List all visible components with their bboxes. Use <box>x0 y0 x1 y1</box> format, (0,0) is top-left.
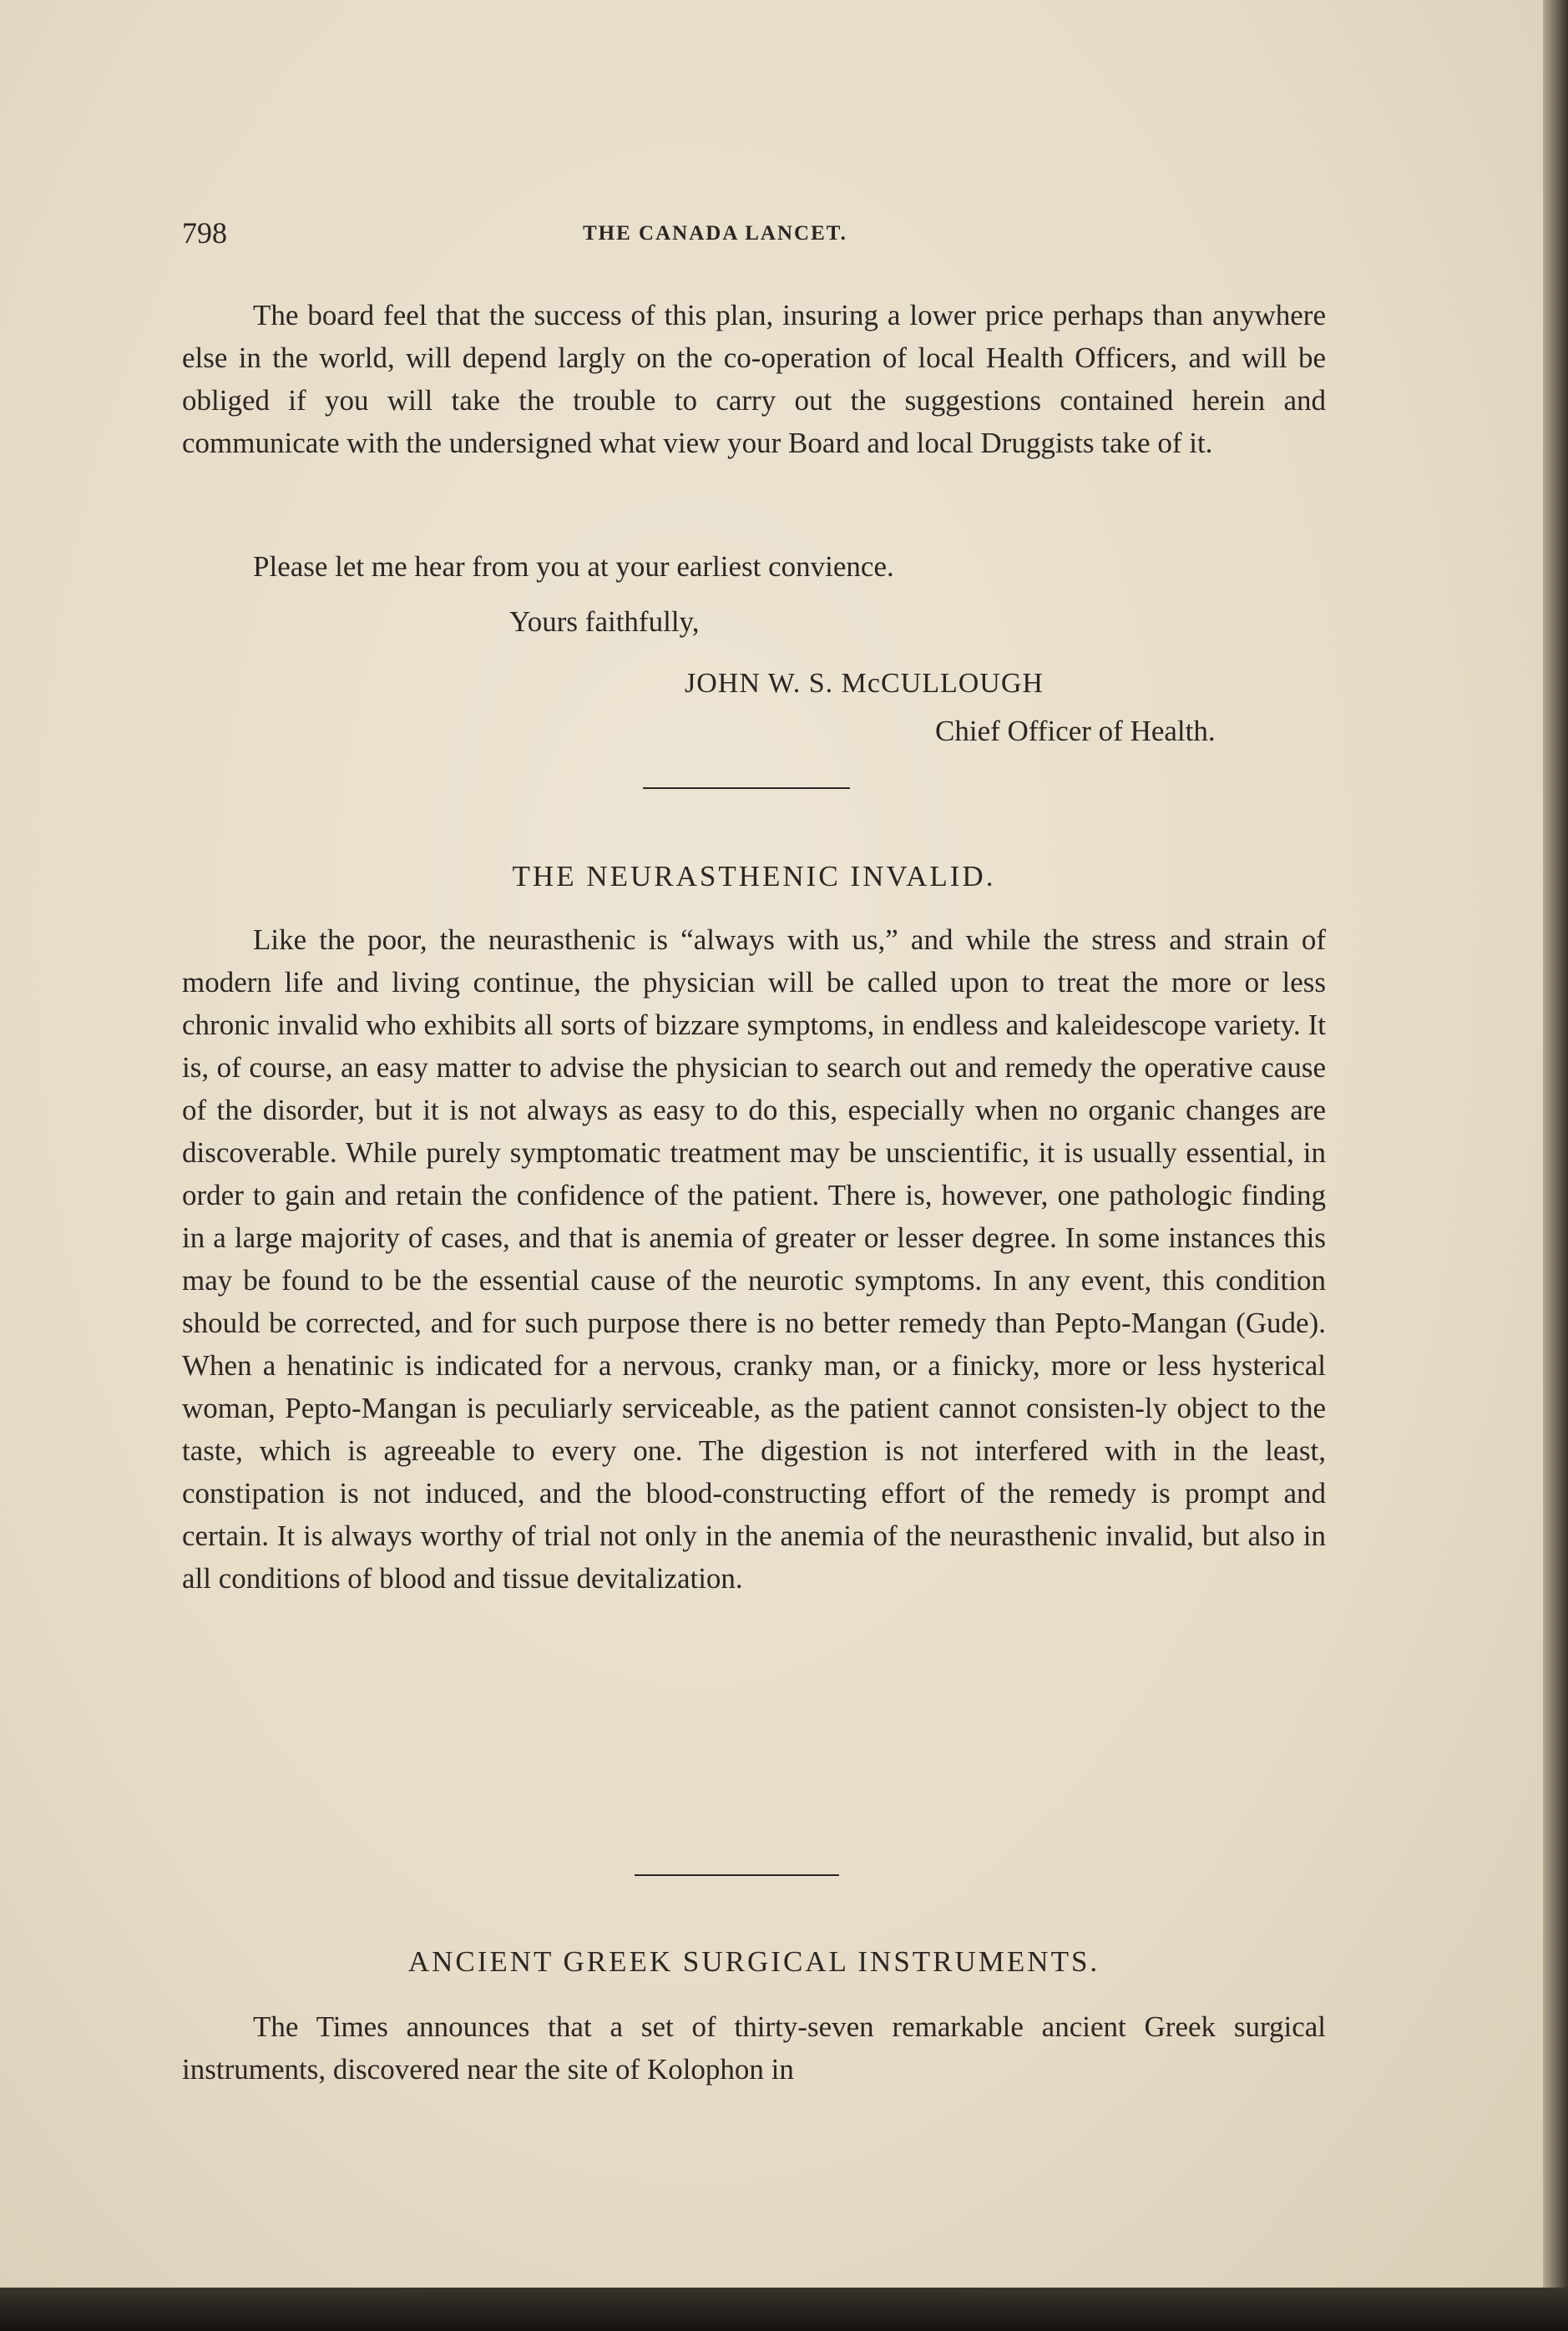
signature-name: JOHN W. S. McCULLOUGH <box>685 668 1044 699</box>
letter-paragraph: Please let me hear from you at your earliest convience. <box>253 550 894 583</box>
section-divider <box>635 1874 839 1876</box>
article-heading: THE NEURASTHENIC INVALID. <box>512 860 996 892</box>
running-head <box>182 215 1326 257</box>
book-spine-edge <box>1543 0 1568 2331</box>
article-body: The Times announces that a set of thirty-seven remarkable ancient Greek surgical instruments, discovered near the site of Kolophon in <box>182 2010 1326 2086</box>
page-bottom-edge <box>0 2288 1568 2331</box>
letter-closing: Yours faithfully, <box>509 605 700 638</box>
article-heading: ANCIENT GREEK SURGICAL INSTRUMENTS. <box>407 1945 1100 1978</box>
section-divider <box>643 787 850 789</box>
letter-paragraph: The board feel that the success of this plan, insuring a lower price perhaps than anywhere else in the world, will depend largly on the co-operation of local Health Officers, and will be obliged if you will take the trouble to carry out the suggestions contained herein and communicate with the undersigned what view your Board and local Druggists take of it. <box>182 299 1326 459</box>
page-number: 798 <box>182 216 227 250</box>
signature-title: Chief Officer of Health. <box>935 715 1216 747</box>
journal-title: THE CANADA LANCET. <box>583 222 847 245</box>
article-body: Like the poor, the neurasthenic is “always with us,” and while the stress and strain of modern life and living continue, the physician will be called upon to treat the more or less chronic invalid who exhibits all sorts of bizzare symptoms, in endless and kaleidescope variety. It is, of course, an easy matter to advise the physician to search out and remedy the operative cause of the disorder, but it is not always as easy to do this, especially when no organic changes are discoverable. While purely symptomatic treatment may be unscientific, it is usually essential, in order to gain and retain the confidence of the patient. There is, however, one pathologic finding in a large majority of cases, and that is anemia of greater or lesser degree. In some instances this may be found to be the essential cause of the neurotic symptoms. In any event, this condition should be corrected, and for such purpose there is no better remedy than Pepto-Mangan (Gude). When a henatinic is indicated for a nervous, cranky man, or a finicky, more or less hysterical woman, Pepto-Mangan is peculiarly serviceable, as the patient cannot consisten-ly object to the taste, which is agreeable to every one. The digestion is not interfered with in the least, constipation is not induced, and the blood-constructing effort of the remedy is prompt and certain. It is always worthy of trial not only in the anemia of the neurasthenic invalid, but also in all conditions of blood and tissue devitalization. <box>182 923 1326 1595</box>
